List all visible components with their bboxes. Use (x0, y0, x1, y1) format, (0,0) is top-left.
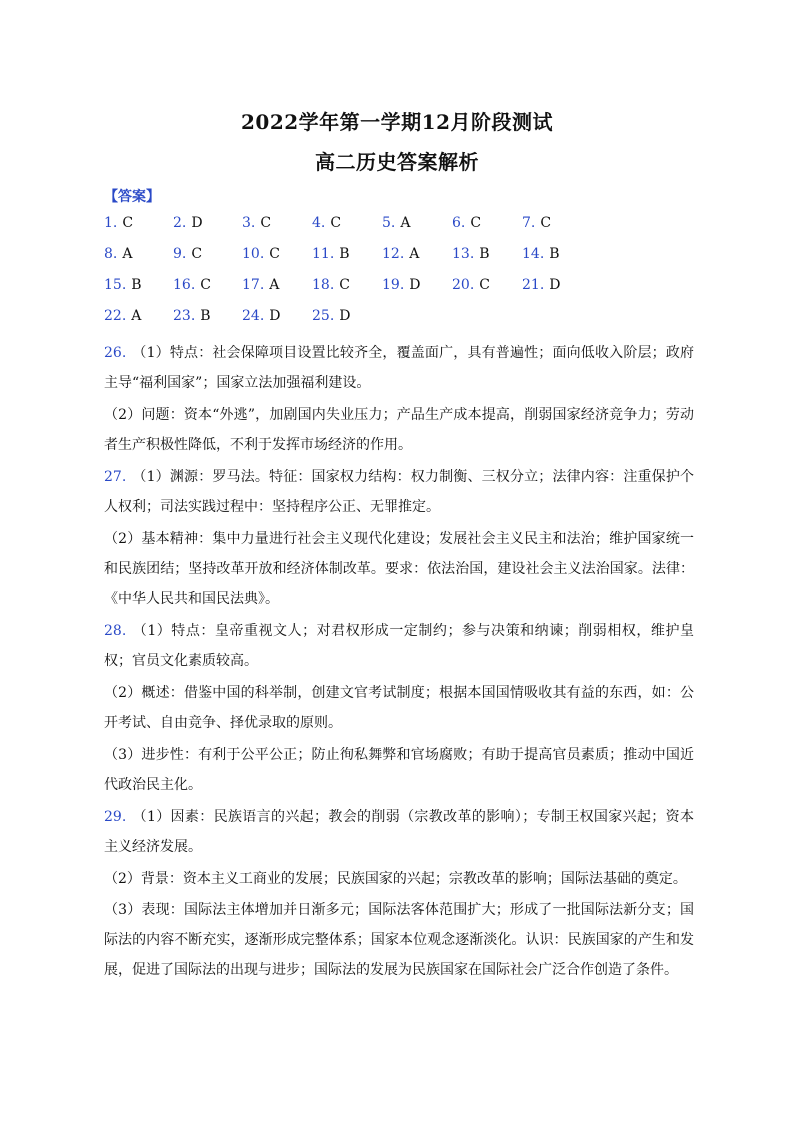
question-number: 4. (312, 215, 326, 231)
q28-part3-text: （3）进步性：有利于公平公正；防止徇私舞弊和官场腐败；有助于提高官员素质；推动中国近代政治民主化。 (104, 747, 694, 793)
answer-letter: D (339, 308, 351, 324)
question-number: 24. (242, 308, 265, 324)
choice-row (104, 308, 624, 339)
choice-row (104, 215, 624, 246)
question-number: 10. (242, 246, 265, 262)
answer-letter: B (479, 246, 490, 262)
choice-row (104, 246, 624, 277)
choice-answer (382, 277, 421, 293)
choice-answer (312, 246, 350, 262)
choice-answer (452, 246, 490, 262)
document-title: 2022学年第一学期12月阶段测试 (241, 110, 553, 134)
q29-part1-text: （1）因素：民族语言的兴起；教会的削弱（宗教改革的影响）；专制王权国家兴起；资本主义经济发展。 (104, 809, 694, 855)
q29-part3-text: （3）表现：国际法主体增加并日渐多元；国际法客体范围扩大；形成了一批国际法新分支；国际法的内容不断充实，逐渐形成完整体系；国家本位观念逐渐淡化。认识：民族国家的产生和发展，促进了国际法的出现与进步；国际法的发展为民族国家在国际社会广泛合作创造了条件。 (104, 902, 694, 978)
document-subtitle: 高二历史答案解析 (315, 150, 479, 174)
answer-letter: C (479, 277, 490, 293)
choice-answer (312, 277, 350, 293)
answer-letter: C (339, 277, 350, 293)
choice-answer (242, 277, 279, 293)
choice-answer (173, 308, 211, 324)
choice-row (104, 277, 624, 308)
question-number: 22. (104, 308, 127, 324)
question-number: 7. (522, 215, 536, 231)
q26-part1-text: （1）特点：社会保障项目设置比较齐全，覆盖面广，具有普遍性；面向低收入阶层；政府主导“福利国家”；国家立法加强福利建设。 (104, 345, 694, 391)
question-number: 19. (382, 277, 405, 293)
q28-part2 (104, 678, 694, 738)
question-number: 15. (104, 277, 127, 293)
answer-section-label: 【答案】 (104, 189, 160, 205)
answer-letter: C (330, 215, 342, 231)
q29-number: 29. (104, 809, 127, 825)
answer-letter: A (131, 308, 142, 324)
q29-part2-text: （2）背景：资本主义工商业的发展；民族国家的兴起；宗教改革的影响；国际法基础的奠定。 (104, 871, 687, 887)
question-number: 5. (382, 215, 396, 231)
q28-part1 (104, 616, 694, 676)
question-number: 1. (104, 215, 118, 231)
q27-part1-text: （1）渊源：罗马法。特征：国家权力结构：权力制衡、三权分立；法律内容：注重保护个人权利；司法实践过程中：坚持程序公正、无罪推定。 (104, 469, 694, 515)
question-number: 16. (173, 277, 196, 293)
question-number: 6. (452, 215, 466, 231)
answer-letter: A (400, 215, 411, 231)
answer-letter: D (549, 277, 561, 293)
choice-answer (104, 246, 132, 262)
choice-answer (522, 246, 560, 262)
q28-number: 28. (104, 623, 127, 639)
answer-letter: B (200, 308, 211, 324)
question-number: 23. (173, 308, 196, 324)
answer-letter: C (260, 215, 272, 231)
question-number: 25. (312, 308, 335, 324)
q29-part3 (104, 895, 694, 985)
choice-answer (173, 246, 202, 262)
answer-letter: B (549, 246, 560, 262)
question-number: 18. (312, 277, 335, 293)
choice-answer (452, 215, 481, 231)
choice-answer (382, 215, 410, 231)
choice-answer (312, 215, 341, 231)
choice-answer (522, 277, 561, 293)
choice-answer-grid (104, 215, 624, 339)
answer-letter: D (191, 215, 203, 231)
question-number: 11. (312, 246, 335, 262)
q29-part2 (104, 864, 694, 894)
choice-answer (242, 215, 271, 231)
answer-letter: C (200, 277, 211, 293)
answer-letter: A (122, 246, 133, 262)
q27-part1 (104, 462, 694, 522)
answer-letter: C (540, 215, 552, 231)
answer-letter: B (131, 277, 142, 293)
choice-answer (452, 277, 490, 293)
answer-letter: D (269, 308, 281, 324)
question-number: 8. (104, 246, 118, 262)
question-number: 21. (522, 277, 545, 293)
answer-letter: C (269, 246, 280, 262)
question-number: 2. (173, 215, 187, 231)
question-number: 9. (173, 246, 187, 262)
choice-answer (104, 277, 142, 293)
choice-answer (242, 308, 281, 324)
question-number: 13. (452, 246, 475, 262)
q27-part2-text: （2）基本精神：集中力量进行社会主义现代化建设；发展社会主义民主和法治；维护国家统一和民族团结；坚持改革开放和经济体制改革。要求：依法治国，建设社会主义法治国家。法律：《中华人民共和国民法典》。 (104, 531, 694, 607)
q26-part1 (104, 338, 694, 398)
question-number: 20. (452, 277, 475, 293)
q28-part3 (104, 740, 694, 800)
q26-part2 (104, 400, 694, 460)
answer-letter: A (269, 277, 280, 293)
question-number: 3. (242, 215, 256, 231)
q26-part2-text: （2）问题：资本“外逃”，加剧国内失业压力；产品生产成本提高，削弱国家经济竞争力；劳动者生产积极性降低，不利于发挥市场经济的作用。 (104, 407, 694, 453)
q26-number: 26. (104, 345, 127, 361)
q28-part2-text: （2）概述：借鉴中国的科举制，创建文官考试制度；根据本国国情吸收其有益的东西，如：公开考试、自由竞争、择优录取的原则。 (104, 685, 694, 731)
choice-answer (173, 215, 203, 231)
choice-answer (173, 277, 211, 293)
choice-answer (382, 246, 419, 262)
q27-number: 27. (104, 469, 127, 485)
choice-answer (104, 308, 141, 324)
answer-letter: A (409, 246, 420, 262)
question-number: 14. (522, 246, 545, 262)
answer-letter: C (122, 215, 134, 231)
q28-part1-text: （1）特点：皇帝重视文人；对君权形成一定制约；参与决策和纳谏；削弱相权，维护皇权；官员文化素质较高。 (104, 623, 694, 669)
choice-answer (242, 246, 280, 262)
q27-part2 (104, 524, 694, 614)
question-number: 17. (242, 277, 265, 293)
question-number: 12. (382, 246, 405, 262)
answer-letter: D (409, 277, 421, 293)
choice-answer (522, 215, 551, 231)
answer-letter: C (470, 215, 482, 231)
q29-part1 (104, 802, 694, 862)
choice-answer (104, 215, 133, 231)
answer-letter: C (191, 246, 203, 262)
choice-answer (312, 308, 351, 324)
answer-letter: B (339, 246, 350, 262)
